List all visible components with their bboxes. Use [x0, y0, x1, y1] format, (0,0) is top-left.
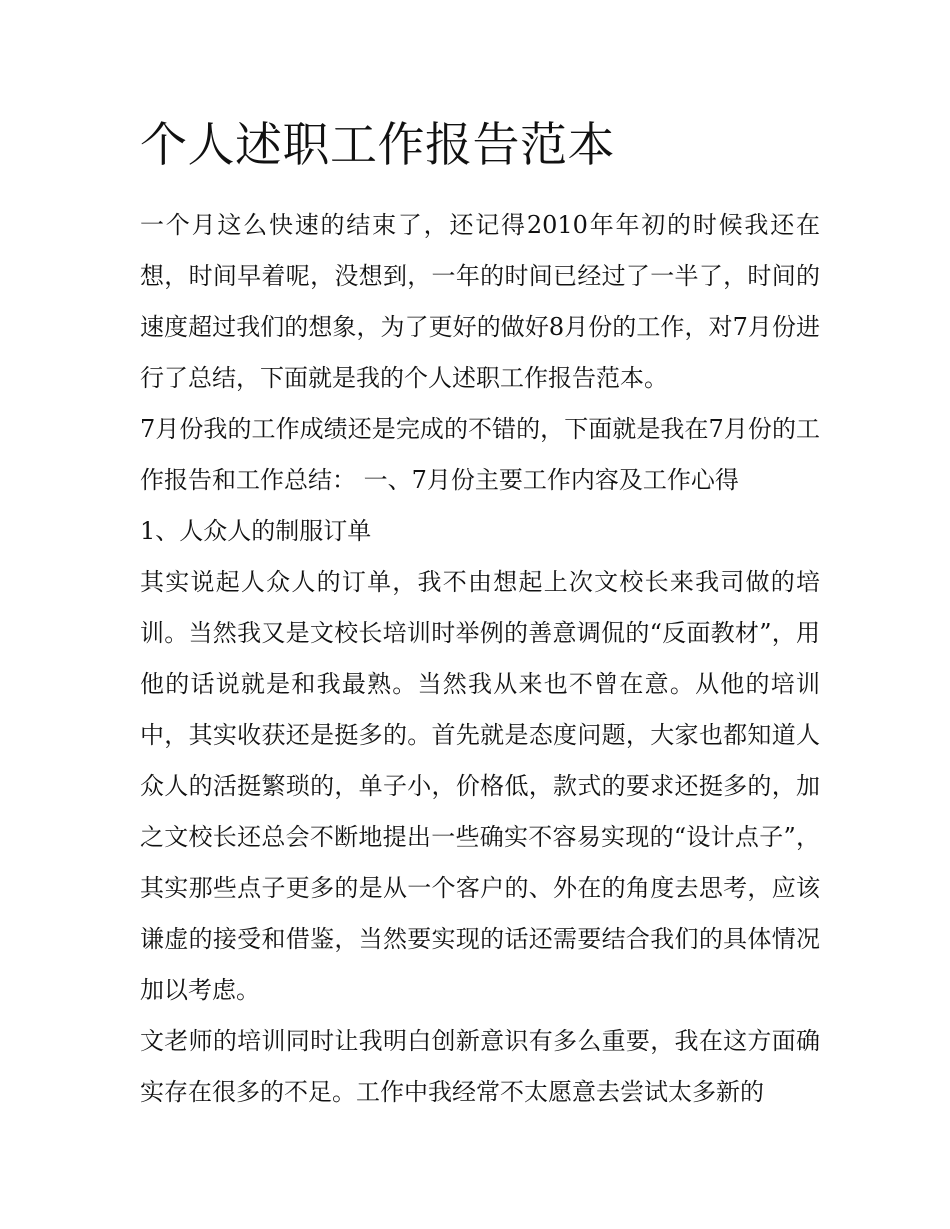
document-body: [140, 200, 820, 1118]
paragraph: 其实说起人众人的订单，我不由想起上次文校长来我司做的培训。当然我又是文校长培训时举例的善意调侃的“反面教材”，用他的话说就是和我最熟。当然我从来也不曾在意。从他的培训中，其实收获还是挺多的。首先就是态度问题，大家也都知道人众人的活挺繁琐的，单子小，价格低，款式的要求还挺多的，加之文校长还总会不断地提出一些确实不容易实现的“设计点子”，其实那些点子更多的是从一个客户的、外在的角度去思考，应该谦虚的接受和借鉴，当然要实现的话还需要结合我们的具体情况加以考虑。: [140, 568, 820, 1004]
paragraph: 7月份我的工作成绩还是完成的不错的，下面就是我在7月份的工作报告和工作总结： 一、7月份主要工作内容及工作心得: [140, 415, 820, 494]
paragraph: 1、人众人的制服订单: [140, 517, 372, 545]
document-title: 个人述职工作报告范本: [140, 118, 615, 173]
paragraph: 文老师的培训同时让我明白创新意识有多么重要，我在这方面确实存在很多的不足。工作中我经常不太愿意去尝试太多新的: [140, 1027, 820, 1106]
paragraph: 一个月这么快速的结束了，还记得2010年年初的时候我还在想，时间早着呢，没想到，一年的时间已经过了一半了，时间的速度超过我们的想象，为了更好的做好8月份的工作，对7月份进行了总结，下面就是我的个人述职工作报告范本。: [140, 211, 820, 392]
